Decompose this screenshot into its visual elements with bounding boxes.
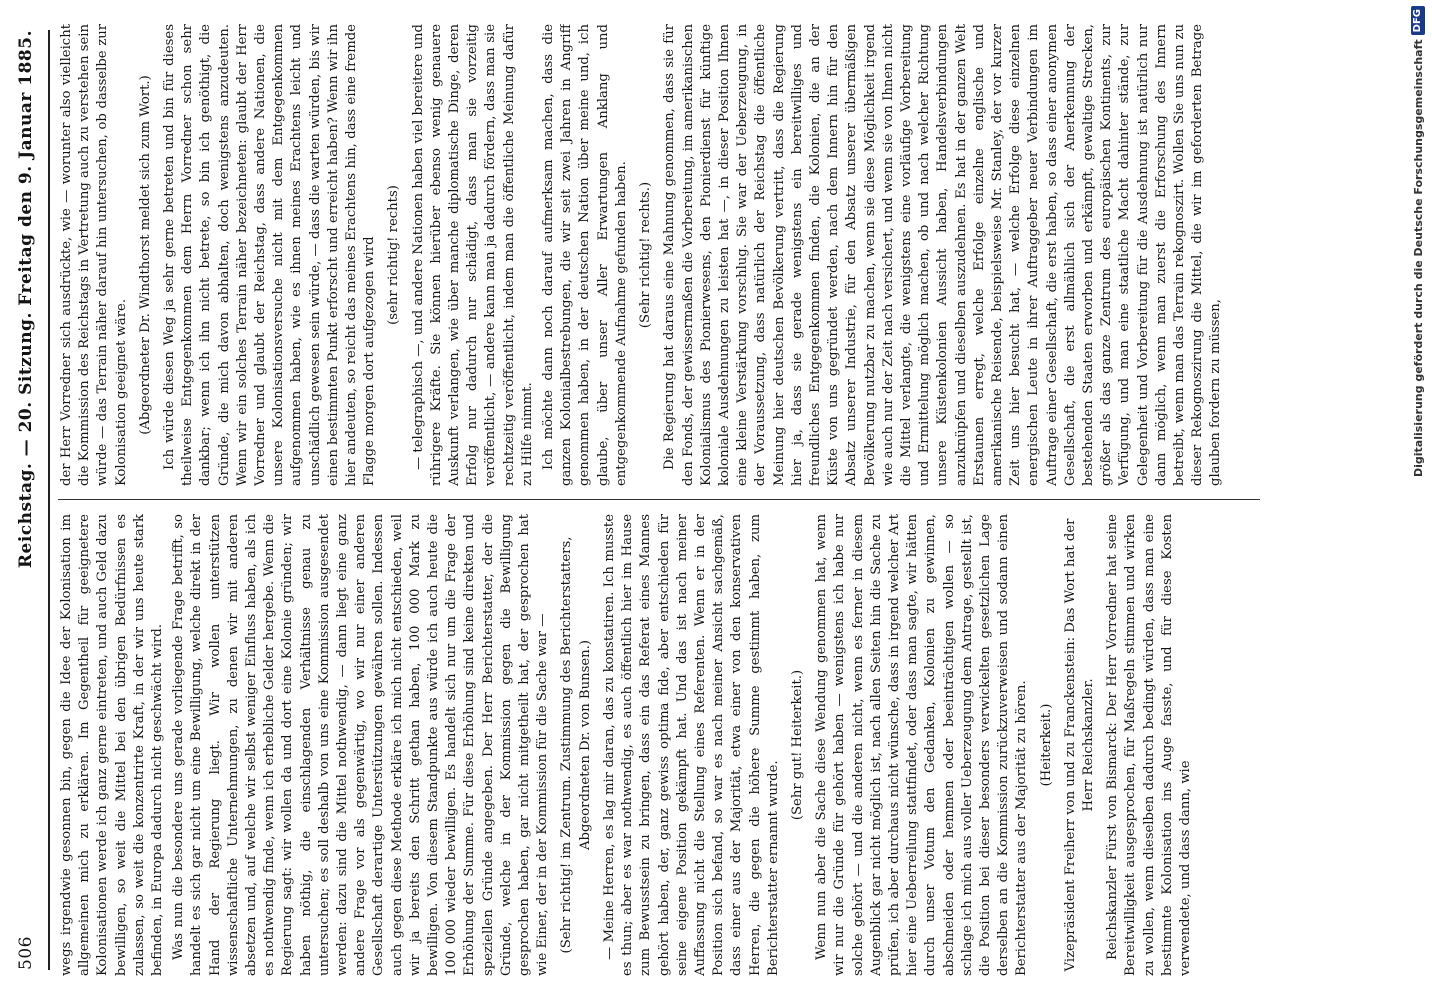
paragraph: Ich würde diesen Weg ja sehr gerne betreten und bin für dieses theilweise Entgegenkommen dem Herrn Vorredner schon sehr dankbar; wenn ich ihn nicht betrete, so bin ich genöthigt, die Gründe, die mich davon abhalten, doch wenigstens anzudeuten. Wenn wir ein solches Terrain näher bezeichneten: glaubt der Herr Vorredner und glaubt der Reichstag, dass andere Nationen, die unsere Kolonisationsversuche nicht mit dem Entgegenkommen aufgenommen haben, wie es ihnen meines Erachtens leicht und unschädlich gewesen sein würde, — dass die warten würden, bis wir einen bestimmten Punkt erforscht und erreicht haben? Wenn wir ihn hier andeuten, so reicht das meines Erachtens hin, dass eine fremde Flagge morgen dort aufgezogen wird: [162, 24, 378, 486]
stage-direction: (Abgeordneter Dr. Windthorst meldet sich zum Wort.): [137, 75, 153, 435]
paragraph: — telegraphisch —, und andere Nationen haben viel bereitere und rührigere Kräfte. Sie können hierüber ebenso wenig genauere Auskunft verlangen, wie über manche diplomatische Dinge, deren Erfolg nur dadurch nur schädigt, dass man sie vorzeitig veröffentlicht, — andere kann man ja dadurch fördern, dass man sie rechtzeitig veröffentlicht, indem man die öffentliche Meinung dafür zu Hilfe nimmt.: [410, 24, 535, 486]
paragraph: Ich möchte dann noch darauf aufmerksam machen, dass die ganzen Kolonialbestrebungen, die wir seit zwei Jahren in Angriff genommen haben, in der deutschen Nation über meine und, ich glaube, über unser Aller Erwartungen Anklang und entgegenkommende Aufnahme gefunden haben.: [541, 24, 629, 486]
stage-direction: Vizepräsident Freiherr von und zu Franckenstein: Das Wort hat der Herr Reichskanzler.: [1062, 518, 1096, 972]
stage-direction: (Sehr gut! Heiterkeit.): [789, 669, 805, 821]
paragraph: Was nun die besondere uns gerade vorliegende Frage betrifft, so handelt es sich gar nicht um eine Bewilligung, welche direkt in der Hand der Regierung liegt. Wir wollen unterstützen wissenschaftliche Unternehmungen, zu denen wir mit anderen absetzen und, auf welche wir selbst weniger Einfluss haben, als ich es nothwendig finde, wenn ich erhebliche Gelder hergebe. Wenn die Regierung sagt: wir wollen da und dort eine Kolonie gründen; wir haben nöthig, die einschlagenden Verhältnisse genau zu untersuchen; es soll deshalb von uns eine Kommission ausgesendet werden: dazu sind die Mittel nothwendig, — dann liegt eine ganz andere Frage vor als gegenwärtig, wo wir nur einer anderen Gesellschaft derartige Unterstützungen gewähren sollen. Indessen auch gegen diese Methode erkläre ich mich nicht entschieden, weil wir ja bereits den Schritt gethan haben, 100 000 Mark zu bewilligen. Von diesem Standpunkte aus würde ich auch heute die 100 000 wieder bewilligen. Es handelt sich nur um die Frage der Erhöhung der Summe. Für diese Erhöhung sind keine direkten und speziellen Gründe angegeben. Der Herr Berichterstatter, der die Gründe, welche in der Kommission gegen die Bewilligung gesprochen haben, gar nicht mitgetheilt hat, der gesprochen hat wie Einer, der in der Kommission für die Sache war —: [171, 514, 551, 976]
page-number: 506: [16, 936, 36, 970]
dfg-logo: DFG: [1411, 6, 1425, 35]
stage-direction: (Sehr richtig! im Zentrum. Zustimmung des Berichterstatters, Abgeordneten Dr. von Bunsen.): [559, 536, 593, 954]
right-column: [58, 24, 1296, 486]
paragraph: wegs irgendwie gesonnen bin, gegen die Idee der Kolonisation im allgemeinen mich zu erklären. Im Gegentheil für geeignetere Kolonisationen werde ich ganz gerne eintreten, und auch Geld dazu bewilligen, so weit die Mittel bei den übrigen Bedürfnissen es zulassen, so weit die konzentrirte Kraft, in der wir uns heute stark befinden, in Europa dadurch nicht geschwächt wird.: [59, 514, 166, 976]
header-rule: [48, 30, 50, 970]
column-divider: [58, 499, 1260, 500]
dfg-credit-text: Digitalisierung gefördert durch die Deutsche Forschungsgemeinschaft: [1411, 39, 1425, 478]
paragraph: Reichskanzler Fürst von Bismarck: Der Herr Vorredner hat seine Bereitwilligkeit ausgesprochen, für Maßregeln stimmen und wirken zu wollen, wenn dieselben dadurch bedingt würden, dass man eine bestimmte Kolonisation ins Auge fasste, und für diese Kosten verwendete, und dass dann, wie: [1105, 514, 1193, 976]
stage-direction: (Heiterkeit.): [1038, 703, 1054, 787]
stage-direction: (Sehr richtig! rechts.): [638, 181, 654, 329]
paragraph: — Meine Herren, es lag mir daran, das zu konstatiren. Ich musste es thun; aber es war nothwendig, es auch öffentlich hier im Hause zum Bewusstsein zu bringen, dass ein das Referat eines Mannes gehört haben, der, ganz gewiss optima fide, aber entschieden für seine eigene Position gekämpft hat. Und das ist nach meiner Auffassung nicht die Stellung eines Referenten. Wenn er in der Position sich befand, so war es nach meiner Ansicht sachgemäß, dass einer aus der Majorität, etwa einer von den konservativen Herren, die gegen die höhere Summe gestimmt haben, zum Berichterstatter ernannt wurde.: [601, 514, 781, 976]
running-head-title: Reichstag. — 20. Sitzung. Freitag den 9. Januar 1885.: [16, 30, 36, 569]
paragraph: der Herr Vorredner sich ausdrückte, wie — worunter also vielleicht die Kommission des Reichstags in Vertretung auch zu verstehen sein würde — das Terrain näher darauf hin untersuchen, ob dasselbe zur Kolonisation geeignet wäre.: [59, 24, 129, 486]
running-head: [8, 30, 44, 970]
paragraph: Wenn nun aber die Sache diese Wendung genommen hat, wenn wir nur die Gründe für gehört haben — wenigstens ich habe nur solche gehört — und die anderen nicht, wenn es ferner in diesem Augenblick gar nicht möglich ist, nach allen Seiten hin die Sache zu prüfen, ich aber durchaus nicht wünsche, dass in irgend welcher Art hier eine Ueberreilung stattfindet, oder dass man sagte, wir hätten durch unser Votum den Gedanken, Kolonien zu gewinnen, abschneiden oder hemmen oder beeinträchtigen wollen — so schlage ich mich aus voller Ueberzeugung dem Antrage, gestellt ist, die Position bei dieser besonders verwickelten gesetzlichen Lage derselben an die Kommission zurückzuverweisen und sodann einen Berichterstatter aus der Majorität zu hören.: [814, 514, 1030, 976]
left-column: [58, 514, 1296, 976]
dfg-credit-strip: [1408, 0, 1432, 1000]
stage-direction: (sehr richtig! rechts): [386, 185, 402, 325]
paragraph: Die Regierung hat daraus eine Mahnung genommen, dass sie für den Fonds, der gewissermaßen die Vorbereitung, im amerikanischen Kolonialismus des Pionierwesens, den Pionierdienst für künftige koloniale Ausdehnungen zu leisten hat —, in dieser Position Ihnen eine kleine Verstärkung vorschlug. Sie war der Ueberzeugung, in der Voraussetzung, dass natürlich der Reichstag die öffentliche Meinung hier deutschen Bevölkerung vertritt, dass die Regierung hier ja, dass sie gerade wenigstens ein bereitwilliges und freundliches Entgegenkommen finden, die Kolonien, die an der Küste von uns gegründet werden, nach dem Innern hin für den Absatz unserer Industrie, für den Absatz unserer übermäßigen Bevölkerung nutzbar zu machen, wenn sie diese Möglichkeit irgend wie auch nur der Zeit nach versichert, und wenn sie von Ihnen nicht die Mittel verlangte, die wenigstens eine vorläufige Vorbereitung und Ermittelung möglich machen, ob und nach welcher Richtung unsere Küstenkolonien Aussicht haben, Handelsverbindungen anzuknüpfen und dieselben auszudehnen. Es hat in der ganzen Welt Erstaunen erregt, welche Erfolge einzelne englische und amerikanische Reisende, beispielsweise Mr. Stanley, der vor kurzer Zeit uns hier besucht hat, — welche Erfolge diese einzelnen energischen Leute in ihrer Auftraggeber neuer Verbindungen im Auftrage einer Gesellschaft, die erst haben, so dass einer anonymen Gesellschaft, die erst allmählich sich der Anerkennung der bestehenden Staaten erworben und erkämpft, gewaltige Strecken, größer als das ganze Zentrum des europäischen Kontinents, zur Verfügung, und man eine staatliche Macht dahinter stände, zur Gelegenheit und Vorbereitung für die Ausdehnung ist natürlich nur dann möglich, wenn man zuerst die Erforschung des Innern betreibt, wenn man das Terrain rekognoszirt. Wollen Sie uns nun zu dieser Rekognoszirung die Mittel, die wir im geforderten Betrage glauben fordern zu müssen,: [662, 24, 1224, 486]
